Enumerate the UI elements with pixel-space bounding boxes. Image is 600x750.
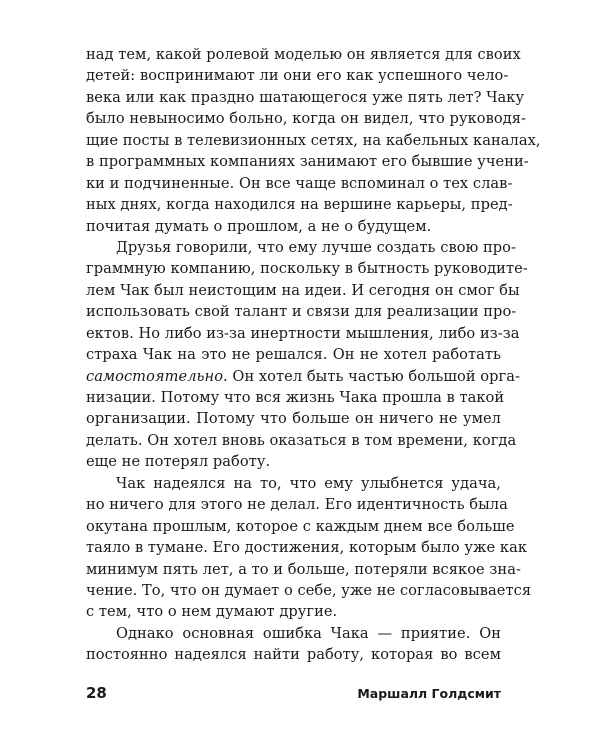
text-line: в программных компаниях занимают его бывшие учени- (86, 153, 529, 171)
text-line: граммную компанию, поскольку в бытность руководите- (86, 260, 528, 278)
text-line: над тем, какой ролевой моделью он является для своих (86, 46, 521, 63)
text-line: делать. Он хотел вновь оказаться в том времени, когда (86, 431, 517, 449)
text-line: минимум пять лет, а то и больше, потеряли всякое зна- (86, 560, 521, 578)
text-line: ектов. Но либо из-за инертности мышления, либо из-за (86, 324, 520, 342)
text-line: с тем, что о нем думают другие. (86, 603, 338, 621)
page-footer (86, 684, 501, 702)
text-line: низации. Потому что вся жизнь Чака прошла в такой (86, 389, 505, 406)
text-line: постоянно надеялся найти работу, которая во всем (86, 646, 501, 664)
text-line-with-emphasis (86, 366, 520, 387)
text-line: лем Чак был неистощим на идеи. И сегодня он смог бы (86, 281, 520, 299)
running-footer-author: Маршалл Голдсмит (357, 686, 501, 701)
text-line: почитая думать о прошлом, а не о будущем. (86, 217, 432, 235)
page-number: 28 (86, 684, 107, 702)
emphasized-word: самостоятельно (86, 367, 224, 385)
text-line: ки и подчиненные. Он все чаще вспоминал о тех слав- (86, 174, 513, 192)
text-line: детей: воспринимают ли они его как успешного чело- (86, 67, 509, 85)
book-page-text (86, 44, 541, 666)
text-fragment: . Он хотел быть частью большой орга- (223, 367, 520, 385)
text-line: ных днях, когда находился на вершине карьеры, пред- (86, 196, 513, 214)
text-line-paragraph-start: Друзья говорили, что ему лучше создать свою про- (116, 238, 517, 256)
text-line: щие посты в телевизионных сетях, на кабельных каналах, (86, 131, 541, 149)
text-line: века или как праздно шатающегося уже пять лет? Чаку (86, 88, 525, 106)
text-line-paragraph-start: Однако основная ошибка Чака — приятие. Он (116, 624, 501, 642)
text-line: таяло в тумане. Его достижения, которым было уже как (86, 539, 527, 557)
text-line: окутана прошлым, которое с каждым днем все больше (86, 517, 515, 535)
text-line: было невыносимо больно, когда он видел, что руководя- (86, 110, 526, 128)
text-line: использовать свой талант и связи для реализации про- (86, 303, 517, 321)
text-line: чение. То, что он думает о себе, уже не согласовывается (86, 581, 532, 599)
text-line: страха Чак на это не решался. Он не хотел работать (86, 346, 501, 364)
text-line: еще не потерял работу. (86, 453, 271, 471)
text-line: организации. Потому что больше он ничего не умел (86, 410, 501, 428)
text-line-paragraph-start: Чак надеялся на то, что ему улыбнется удача, (116, 474, 501, 492)
text-line: но ничего для этого не делал. Его идентичность была (86, 496, 508, 514)
